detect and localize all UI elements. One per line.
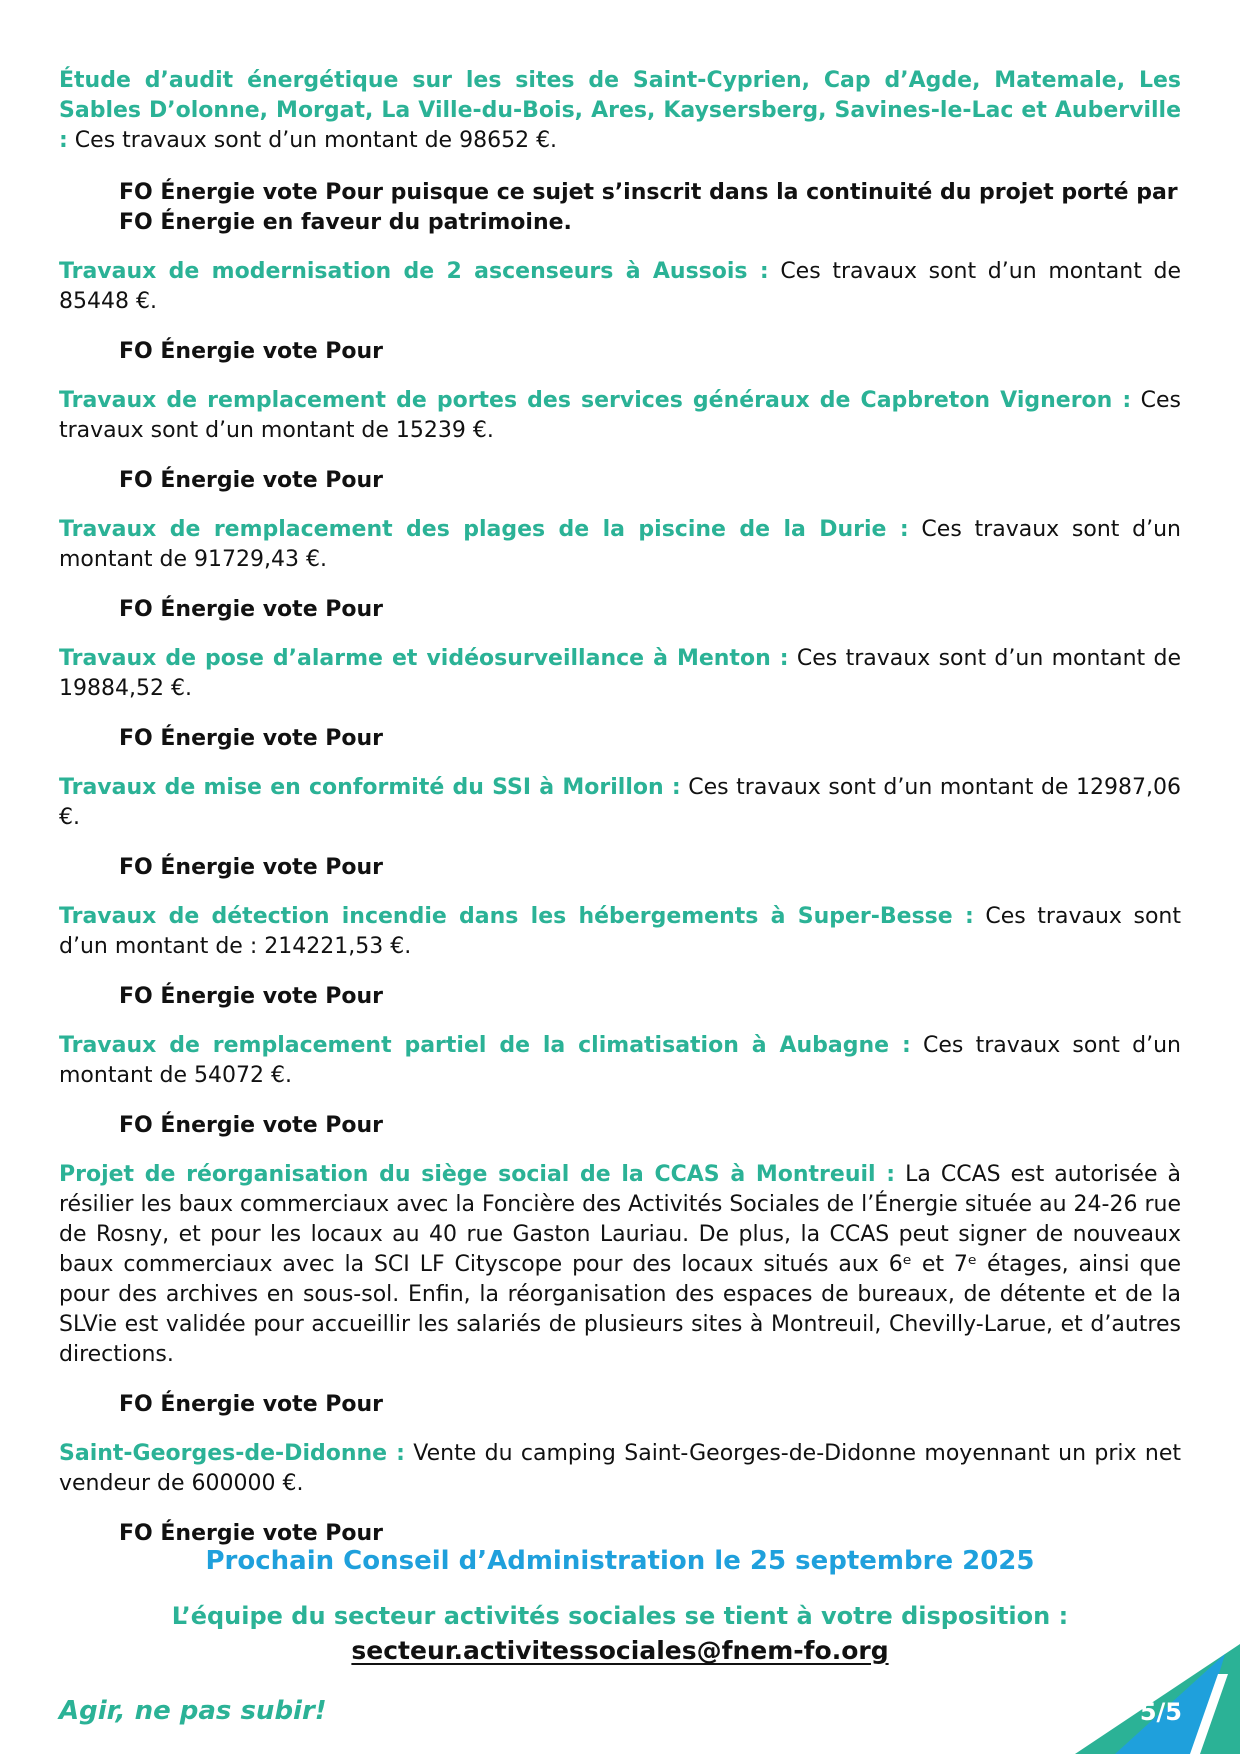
item-description: Ces travaux sont d’un montant de : 214221,53 €.	[59, 904, 1181, 959]
item-paragraph	[59, 902, 1181, 962]
item-title: Travaux de modernisation de 2 ascenseurs à Aussois :	[59, 259, 769, 284]
item-title: Projet de réorganisation du siège social de la CCAS à Montreuil :	[59, 1162, 896, 1187]
item-description: La CCAS est autorisée à résilier les baux commerciaux avec la Foncière des Activités Sociales de l’Énergie située au 24-26 rue de Rosny, et pour les locaux au 40 rue Gaston Lauriau. De plus, la CCAS peut signer de nouveaux baux commerciaux avec la SCI LF Cityscope pour des locaux situés aux 6ᵉ et 7ᵉ étages, ainsi que pour des archives en sous-sol. Enfin, la réorganisation des espaces de bureaux, de détente et de la SLVie est validée pour accueillir les salariés de plusieurs sites à Montreuil, Chevilly-Larue, et d’autres directions.	[59, 1162, 1182, 1367]
item-title: Travaux de mise en conformité du SSI à Morillon :	[59, 775, 681, 800]
agenda-item	[59, 1160, 1181, 1420]
vote-statement: FO Énergie vote Pour	[119, 855, 384, 880]
item-description: Ces travaux sont d’un montant de 15239 €.	[59, 388, 1181, 443]
agenda-item	[59, 386, 1181, 496]
vote-statement: FO Énergie vote Pour	[119, 1113, 384, 1138]
item-description: Vente du camping Saint-Georges-de-Didonne moyennant un prix net vendeur de 600000 €.	[59, 1441, 1182, 1496]
item-paragraph	[59, 66, 1181, 156]
agenda-item	[59, 1031, 1181, 1141]
vote-statement: FO Énergie vote Pour puisque ce sujet s’inscrit dans la continuité du projet porté par FO Énergie en faveur du patrimoine.	[119, 180, 1178, 235]
item-description: Ces travaux sont d’un montant de 19884,52 €.	[59, 646, 1181, 701]
vote-statement: FO Énergie vote Pour	[119, 1392, 384, 1417]
next-meeting-notice: Prochain Conseil d’Administration le 25 septembre 2025	[205, 1546, 1035, 1576]
item-title: Travaux de remplacement de portes des services généraux de Capbreton Vigneron :	[59, 388, 1132, 413]
page-number: 5/5	[1139, 1698, 1182, 1726]
vote-statement: FO Énergie vote Pour	[119, 339, 384, 364]
agenda-item	[59, 257, 1181, 367]
document-body	[59, 66, 1181, 1568]
item-paragraph	[59, 773, 1181, 833]
item-title: Travaux de détection incendie dans les hébergements à Super-Besse :	[59, 904, 974, 929]
item-description: Ces travaux sont d’un montant de 12987,06 €.	[59, 775, 1181, 830]
contact-email-link[interactable]: secteur.activitessociales@fnem-fo.org	[351, 1636, 889, 1665]
vote-statement: FO Énergie vote Pour	[119, 1521, 384, 1546]
agenda-item	[59, 773, 1181, 883]
agenda-item	[59, 644, 1181, 754]
item-paragraph	[59, 1439, 1181, 1499]
agenda-item	[59, 66, 1181, 238]
vote-statement: FO Énergie vote Pour	[119, 597, 384, 622]
contact-line: L’équipe du secteur activités sociales se tient à votre disposition :	[171, 1602, 1069, 1630]
vote-statement: FO Énergie vote Pour	[119, 726, 384, 751]
agenda-item	[59, 515, 1181, 625]
item-title: Étude d’audit énergétique sur les sites de Saint-Cyprien, Cap d’Agde, Matemale, Les Sables D’olonne, Morgat, La Ville-du-Bois, Ares, Kaysersberg, Savines-le-Lac et Auberville :	[59, 68, 1181, 153]
item-description: Ces travaux sont d’un montant de 91729,43 €.	[59, 517, 1181, 572]
agenda-item	[59, 902, 1181, 1012]
item-paragraph	[59, 1160, 1181, 1370]
item-title: Travaux de remplacement partiel de la climatisation à Aubagne :	[59, 1033, 911, 1058]
item-paragraph	[59, 644, 1181, 704]
slogan: Agir, ne pas subir!	[59, 1696, 327, 1726]
item-description: Ces travaux sont d’un montant de 54072 €.	[59, 1033, 1181, 1088]
vote-statement: FO Énergie vote Pour	[119, 468, 384, 493]
item-title: Travaux de remplacement des plages de la piscine de la Durie :	[59, 517, 909, 542]
item-title: Saint-Georges-de-Didonne :	[59, 1441, 405, 1466]
item-paragraph	[59, 386, 1181, 446]
vote-statement: FO Énergie vote Pour	[119, 984, 384, 1009]
agenda-item	[59, 1439, 1181, 1549]
item-paragraph	[59, 257, 1181, 317]
item-description: Ces travaux sont d’un montant de 98652 €.	[67, 128, 558, 153]
corner-decoration-graphic	[1020, 1644, 1240, 1754]
item-description: Ces travaux sont d’un montant de 85448 €.	[59, 259, 1181, 314]
item-paragraph	[59, 1031, 1181, 1091]
item-title: Travaux de pose d’alarme et vidéosurveillance à Menton :	[59, 646, 789, 671]
item-paragraph	[59, 515, 1181, 575]
